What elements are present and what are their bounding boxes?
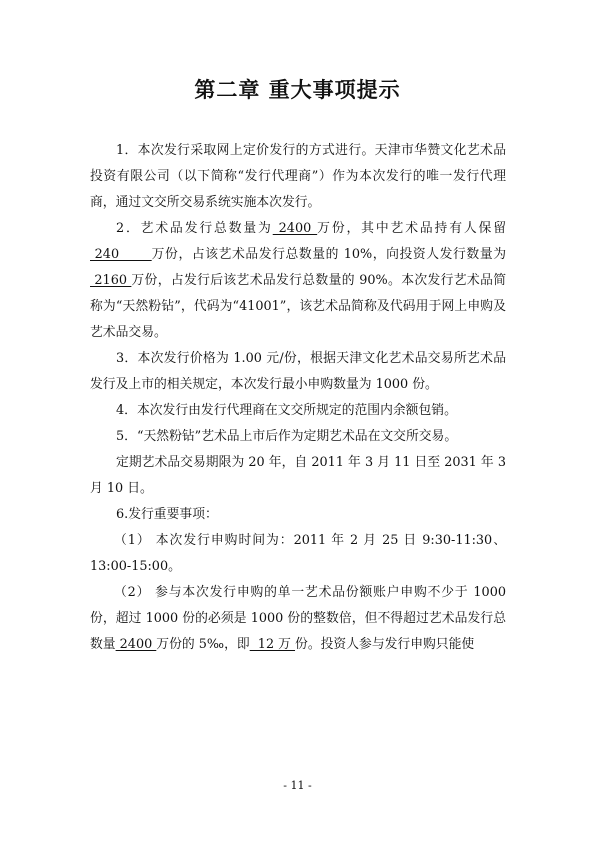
p2-text-c: 万份，其中艺术品持有人保留 — [317, 221, 507, 236]
p2-text-a: 2．艺术品发行总数量为 — [116, 221, 273, 236]
p2-text-e: 万份，占该艺术品发行总数量的 10%，向投资人发行数量为 — [151, 247, 506, 262]
p6-2-text-a: （2） 参与本次发行申购的单一艺术品份额账户申购不少于 1000 份，超过 1000 份的必须是 1000 份的整数倍，但不得超过艺术品发行总数量 — [90, 585, 506, 652]
paragraph-4: 4．本次发行由发行代理商在文交所规定的范围内余额包销。 — [116, 403, 457, 418]
paragraph-6-item-1: （1） 本次发行申购时间为：2011 年 2 月 25 日 9:30-11:30、13:00-15:00。 — [90, 533, 506, 574]
total-quantity-underlined-2: 2400 — [115, 637, 157, 652]
paragraph-6-item-2 — [90, 580, 506, 658]
p2-text-g: 万份，占发行后该艺术品发行总数量的 90%。本次发行艺术品简称为“天然粉钻”，代码为“41001”，该艺术品简称及代码用于网上申购及艺术品交易。 — [90, 273, 507, 340]
p6-2-text-c: 万份的 5‰，即 — [156, 637, 250, 652]
paragraph-3: 3．本次发行价格为 1.00 元/份，根据天津文化艺术品交易所艺术品发行及上市的相关规定，本次发行最小申购数量为 1000 份。 — [90, 351, 506, 392]
paragraph-5-term: 定期艺术品交易期限为 20 年，自 2011 年 3 月 11 日至 2031 年 3 月 10 日。 — [90, 455, 506, 496]
paragraph-5: 5．“天然粉钻”艺术品上市后作为定期艺术品在文交所交易。 — [116, 429, 458, 444]
page-number: - 11 - — [283, 779, 312, 792]
document-body — [90, 138, 506, 658]
investor-quantity-underlined: 2160 — [90, 273, 132, 288]
p6-2-text-e: 份。投资人参与发行申购只能使 — [295, 637, 475, 652]
paragraph-6: 6.发行重要事项： — [116, 507, 218, 522]
paragraph-1: 1．本次发行采取网上定价发行的方式进行。天津市华赞文化艺术品投资有限公司（以下简称“发行代理商”）作为本次发行的唯一发行代理商，通过文交所交易系统实施本次发行。 — [90, 143, 506, 210]
max-subscription-underlined: 12 万 — [249, 637, 296, 652]
holder-retained-underlined: 240 — [90, 247, 152, 262]
total-quantity-underlined: 2400 — [272, 221, 318, 236]
paragraph-2 — [90, 216, 506, 346]
chapter-title: 第二章 重大事项提示 — [194, 78, 401, 102]
